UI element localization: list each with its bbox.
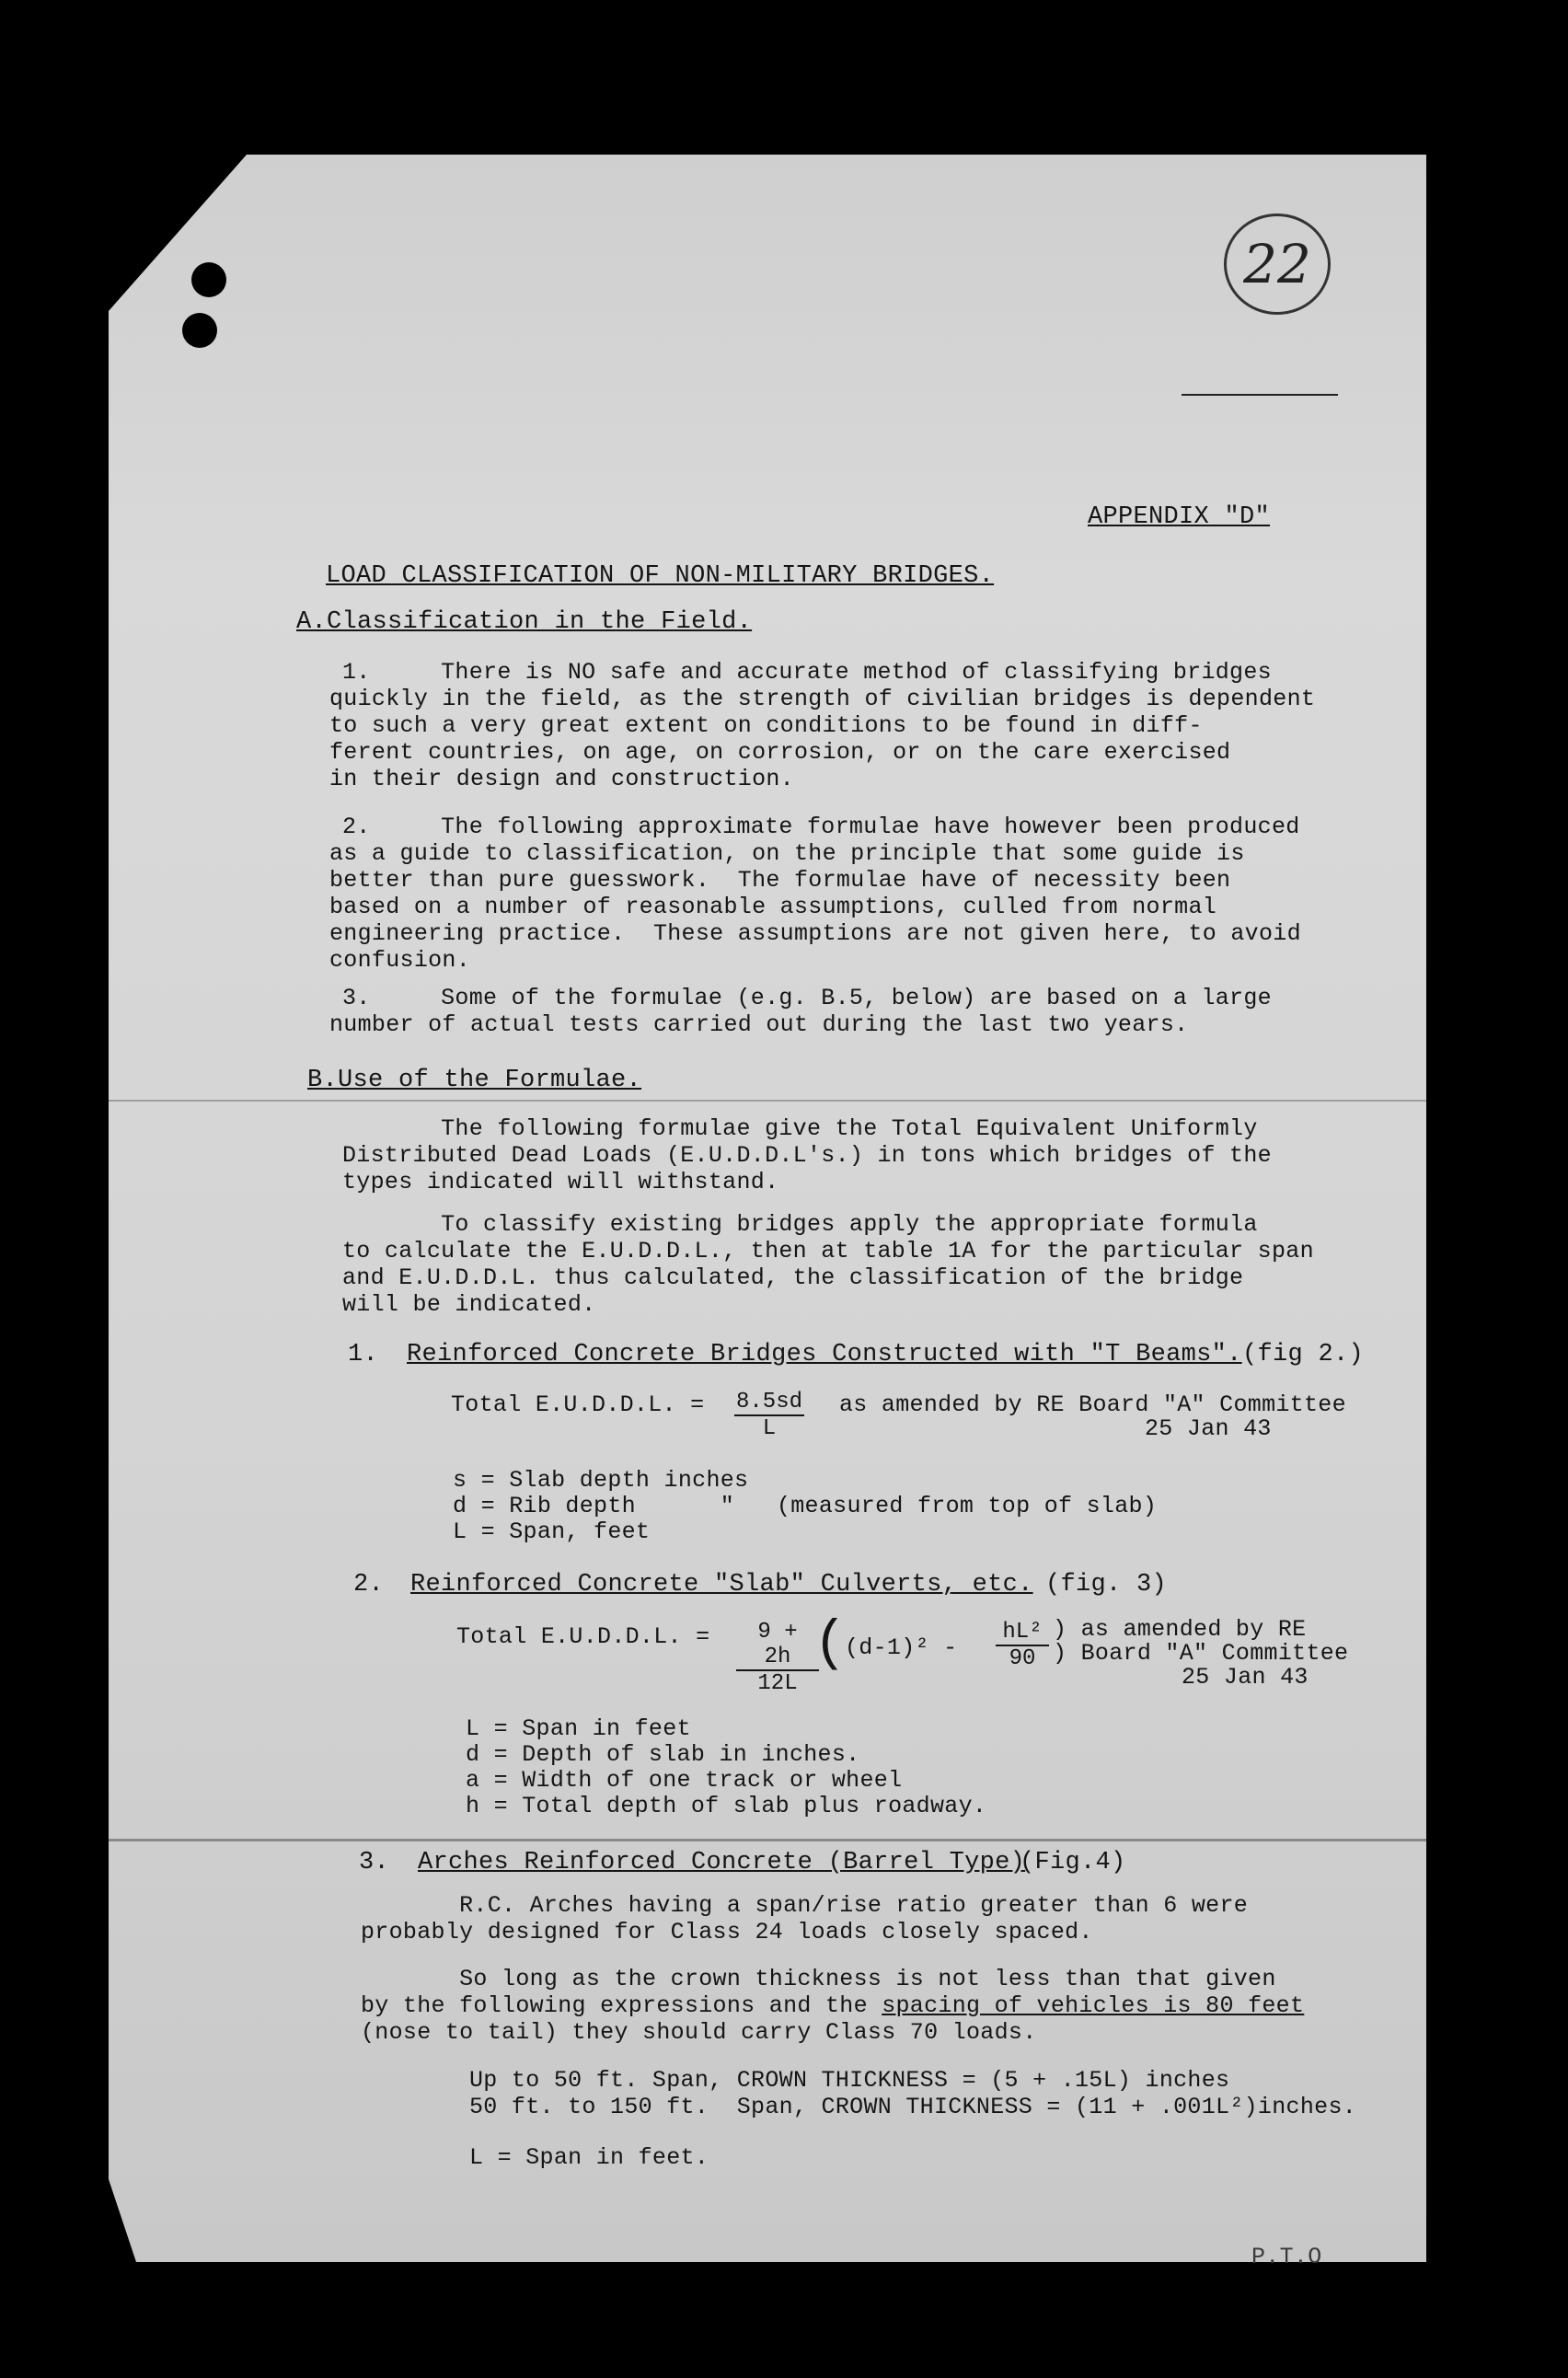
formula-date: 25 Jan 43 xyxy=(1145,1415,1272,1442)
definition: L = Span in feet xyxy=(466,1715,691,1742)
punch-hole xyxy=(182,313,217,348)
fold-line xyxy=(109,1839,1426,1841)
formula-fraction: $\frac{8.5sd}{L}$ xyxy=(736,1390,803,1441)
pto-note: P.T.O xyxy=(1251,2244,1322,2270)
formula-note: as amended by RE Board "A" Committee xyxy=(839,1391,1346,1418)
definition: d = Depth of slab in inches. xyxy=(466,1741,860,1768)
bracket-open: ( xyxy=(813,1613,847,1676)
figure-reference: (fig. 3) xyxy=(1045,1571,1168,1599)
item-heading: Arches Reinforced Concrete (Barrel Type) xyxy=(418,1849,1026,1876)
definition: L = Span, feet xyxy=(453,1518,651,1545)
document-title: LOAD CLASSIFICATION OF NON-MILITARY BRIDGES. xyxy=(326,562,995,590)
definition: L = Span in feet. xyxy=(469,2144,709,2171)
fold-line xyxy=(109,1100,1426,1102)
item-heading: Reinforced Concrete Bridges Constructed with "T Beams". xyxy=(407,1341,1242,1368)
rule-line xyxy=(1182,394,1338,396)
item-number: 1. xyxy=(348,1341,379,1368)
formula-fraction: $\frac{\text{hL²}}{90}$ xyxy=(996,1620,1049,1671)
item-number: 3. xyxy=(359,1849,390,1876)
formula-lhs: Total E.U.D.D.L. = xyxy=(451,1391,705,1418)
spacing-requirement: spacing of vehicles is 80 feet xyxy=(882,1992,1305,2019)
document-page xyxy=(109,155,1426,2262)
definition: d = Rib depth " (measured from top of slab) xyxy=(453,1493,1158,1519)
formula-note: ) as amended by RE xyxy=(1053,1616,1307,1643)
page-number-stamp: 22 xyxy=(1224,214,1331,315)
crown-rule: Up to 50 ft. Span, CROWN THICKNESS = (5 + .15L) inches xyxy=(469,2067,1230,2094)
formula-fraction: $\frac{9 + 2h}{12L}$ xyxy=(736,1620,819,1696)
section-b-heading: B.Use of the Formulae. xyxy=(307,1067,642,1094)
figure-reference: (Fig.4) xyxy=(1020,1849,1126,1876)
definition: a = Width of one track or wheel xyxy=(466,1767,903,1794)
item-number: 2. xyxy=(353,1571,385,1599)
crown-rule: 50 ft. to 150 ft. Span, CROWN THICKNESS = (11 + .001L²)inches. xyxy=(469,2094,1357,2120)
item-heading: Reinforced Concrete "Slab" Culverts, etc. xyxy=(410,1571,1033,1599)
appendix-label: APPENDIX "D" xyxy=(1088,503,1271,531)
figure-reference: (fig 2.) xyxy=(1242,1341,1365,1368)
definition: h = Total depth of slab plus roadway. xyxy=(466,1793,987,1819)
punch-hole xyxy=(191,262,226,297)
bracket-term: (d-1)² - xyxy=(845,1634,958,1661)
formula-lhs: Total E.U.D.D.L. = xyxy=(456,1623,710,1650)
definition: s = Slab depth inches xyxy=(453,1467,749,1494)
formula-date: 25 Jan 43 xyxy=(1182,1664,1309,1691)
formula-note: ) Board "A" Committee xyxy=(1053,1640,1349,1667)
section-a-heading: A.Classification in the Field. xyxy=(296,608,753,636)
